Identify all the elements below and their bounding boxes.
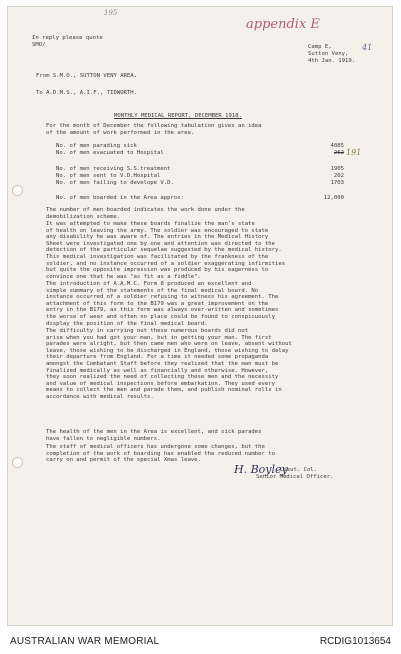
report-title: MONTHLY MEDICAL REPORT, DECEMBER 1918. [114, 113, 242, 119]
body-paragraph: It was attempted to make these boards finalize the man's state of health on leaving the army. The soldier was encouraged to state any disability he was aware of. The entries in the Medical History Sheet were investigated one by one and attention was directed to the detection of the particular sequelae suggested by the medical history. This medical investigation was facilitated by the frankness of the soldier, and no instance occurred of a soldier exaggerating infirmities but quite the opposite impression was produced by his eagerness to convince one that he was "as fit as a fiddle". [46, 221, 286, 280]
signatory-rank: Lieut. Col. [280, 467, 318, 473]
body-paragraph: The difficulty in carrying out these numerous boards did not arise when you had got your man, but in getting your man. The first parades were alright, but then came men who were on leave, absent without leave, those wishing to be discharged in England, those wishing to delay their departure from England. For a time it needed some propaganda amongst the Combatant Staff before they realized that the man must be finalized medically as well as financially and otherwise. However, they soon realized the need of collecting these men and the necessity and value of medical inspections before embarkation. They used every means to collect the men and parade them, and publish nominal rolls in accordance with medical results. [46, 328, 292, 400]
reply-quote-line: In reply please quote [32, 35, 103, 41]
stat-label: No. of men evacuated to Hospital [56, 150, 164, 156]
punch-hole [12, 457, 23, 468]
stat-value: 202 [333, 173, 344, 179]
document-page [7, 6, 393, 626]
reply-reference: SMO/ [32, 42, 46, 48]
stat-value: 4085 [330, 143, 344, 149]
from-line: From S.M.O., SUTTON VENY AREA, [36, 73, 138, 79]
body-paragraph: The staff of medical officers has undergone some changes, but the completion of the work of boarding has enabled the reduced number to carry on and permit of the special Xmas leave. [46, 444, 276, 464]
to-line: To A.D.M.S., A.I.F., TIDWORTH. [36, 90, 138, 96]
stat-value: 12,000 [323, 195, 344, 201]
archive-footer [0, 631, 401, 654]
stat-label: No. of men receiving S.S.treatment [56, 166, 171, 172]
punch-hole [12, 185, 23, 196]
archive-reference: RCDIG1013654 [319, 636, 391, 647]
stat-label: No. of men sent to V.D.Hospital [56, 173, 161, 179]
stat-value: 1703 [330, 180, 344, 186]
body-paragraph: The number of men boarded indicates the work done under the demobilization scheme. [46, 207, 245, 220]
intro-paragraph: For the month of December the following tabulation gives an idea of the amount of work performed in the area. [46, 123, 262, 136]
body-paragraph: The introduction of A.A.M.C. Form 8 produced an excellent and simple summary of the statements of the final medical board. No instance occurred of a soldier refusing to witness his agreement. The attachment of this form to the B179 was a great improvement on the entry in the B179, as this form was always over-written and sometimes the worse of wear and often no place could be found to conspicuously display the position of the final medical board. [46, 281, 279, 327]
stat-label: No. of men boarded in the Area approx: [56, 195, 184, 201]
handwritten-correction: 191 [346, 148, 362, 157]
place-line: Camp E, [308, 44, 332, 50]
stat-value: 262 [333, 150, 344, 156]
corner-number: 195 [104, 9, 118, 17]
folio-number: 41 [362, 43, 373, 52]
stat-label: No. of men parading sick [56, 143, 137, 149]
stat-label: No. of men failing to develope V.D. [56, 180, 174, 186]
signatory-title: Senior Medical Officer. [256, 474, 334, 480]
stat-value: 1905 [330, 166, 344, 172]
body-paragraph: The health of the men in the Area is excellent, and sick parades have fallen to negligible numbers. [46, 429, 262, 442]
signature: H. Boyley [234, 463, 288, 476]
date-line: 4th Jan. 1919. [308, 58, 356, 64]
appendix-mark: appendix E [246, 17, 320, 32]
archive-name: AUSTRALIAN WAR MEMORIAL [10, 636, 160, 647]
place-line: Sutton Veny, [308, 51, 349, 57]
